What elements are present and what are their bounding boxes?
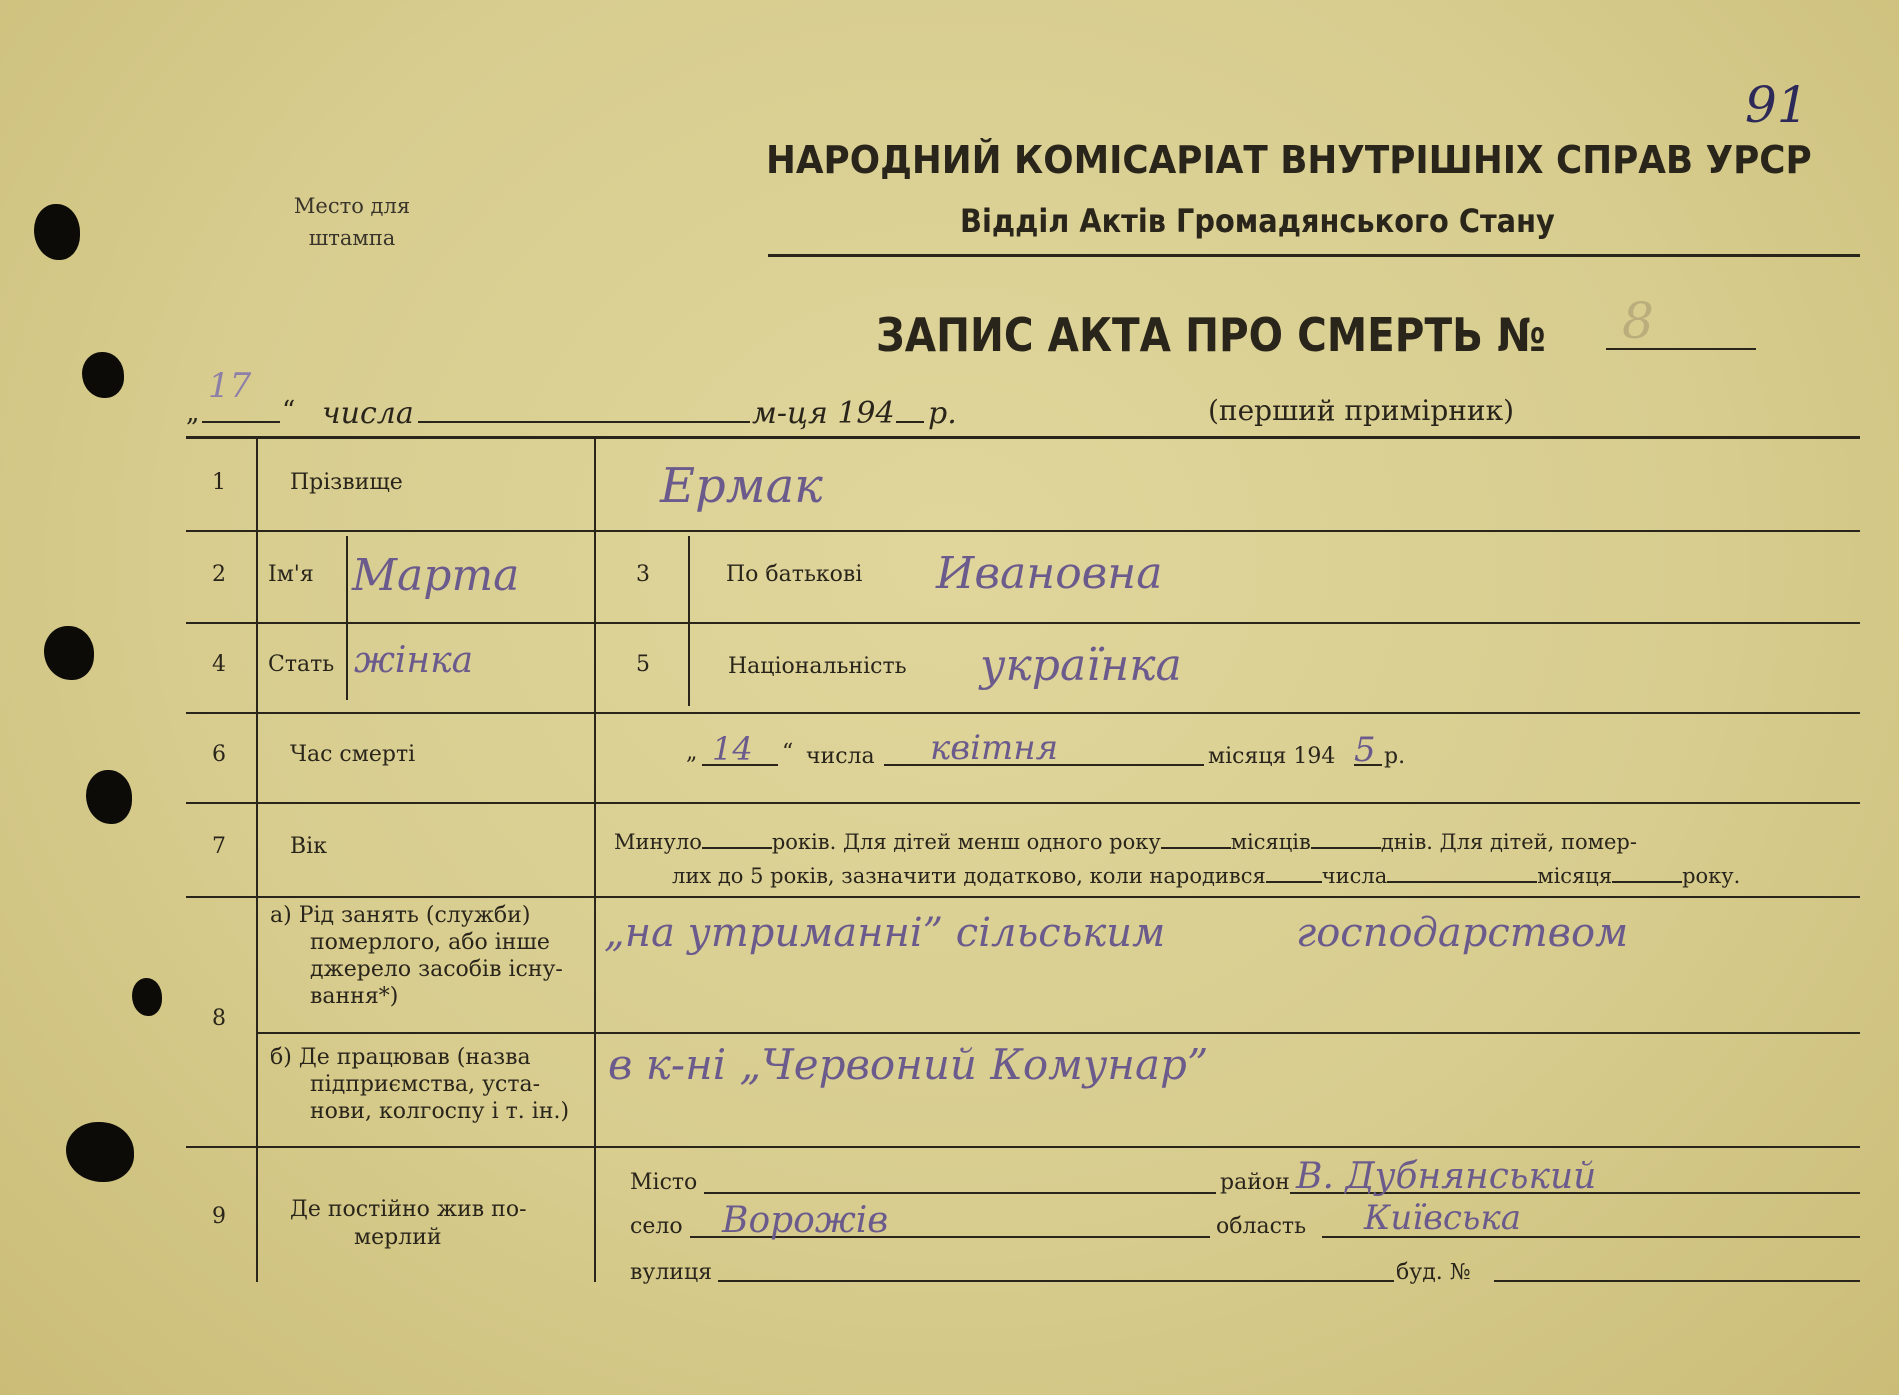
row-number: 9 (212, 1204, 226, 1229)
name-divider (346, 536, 348, 700)
street-underline (718, 1280, 1394, 1282)
row6-rule (186, 802, 1860, 804)
row2-rule (186, 622, 1860, 624)
punch-hole (132, 978, 162, 1016)
death-time-label: Час смерті (290, 742, 416, 767)
building-label: буд. № (1396, 1260, 1471, 1285)
row-number: 7 (212, 834, 226, 859)
stamp-place-label: Место для штампа (293, 194, 411, 250)
punch-hole (82, 352, 124, 398)
document-number: 8 (1622, 292, 1654, 350)
death-year-digit: 5 (1354, 730, 1376, 770)
death-year-suffix: р. (1384, 744, 1406, 769)
occupation-value-cont: господарством (1296, 910, 1629, 956)
col-label-divider (594, 438, 596, 1282)
row-number: 8 (212, 1006, 226, 1031)
death-month-value: квітня (930, 728, 1059, 768)
header-rule (768, 254, 1860, 257)
first-name-label: Ім'я (268, 562, 314, 587)
city-label: Місто (630, 1170, 698, 1195)
first-name-value: Марта (352, 550, 520, 601)
nationality-label: Національність (728, 654, 907, 679)
col-num-divider (256, 438, 258, 1282)
district-value: В. Дубнянський (1296, 1156, 1597, 1197)
row-number: 3 (636, 562, 650, 587)
patronymic-label: По батькові (726, 562, 863, 587)
village-value: Ворожів (722, 1200, 889, 1241)
workplace-value: в к-ні „Червоний Комунар” (608, 1040, 1209, 1089)
city-underline (704, 1192, 1216, 1194)
death-misyatsia-label: місяця 194 (1208, 744, 1336, 769)
death-chysla-label: числа (806, 744, 875, 769)
row8-rule (186, 1146, 1860, 1148)
day-underline (202, 421, 280, 423)
close-quote: “ (782, 740, 794, 765)
open-quote: „ (186, 398, 200, 428)
table-top-rule (186, 436, 1860, 439)
age-line-2: лих до 5 років, зазначити додатково, коли народився числа місяця року. (672, 864, 1741, 888)
row-number: 4 (212, 652, 226, 677)
workplace-label: б) Де працював (назва підприємства, уста- нови, колгоспу і т. ін.) (270, 1045, 570, 1124)
month-suffix-label: м-ця 194 (752, 396, 895, 431)
region-label: область (1216, 1214, 1307, 1239)
header-subtitle: Відділ Актів Громадянського Стану (960, 202, 1555, 240)
street-label: вулиця (630, 1260, 712, 1285)
patronymic-value: Ивановна (936, 548, 1163, 599)
punch-hole (44, 626, 94, 680)
nationality-value: українка (980, 640, 1182, 691)
document-title: ЗАПИС АКТА ПРО СМЕРТЬ № (876, 308, 1546, 362)
surname-label: Прізвище (290, 470, 403, 495)
row7-rule (186, 896, 1860, 898)
row1-rule (186, 530, 1860, 532)
copy-label: (перший примірник) (1208, 394, 1514, 427)
archive-number: 91 (1745, 76, 1809, 134)
open-quote: „ (686, 740, 698, 765)
occupation-value: „на утриманні” сільським (604, 910, 1166, 956)
punch-hole (86, 770, 132, 824)
punch-hole (34, 204, 80, 260)
row-number: 1 (212, 470, 226, 495)
month-underline (418, 421, 750, 423)
residence-label: Де постійно жив по- мерлий (290, 1197, 527, 1250)
village-label: село (630, 1214, 683, 1239)
row-number: 5 (636, 652, 650, 677)
header-title: НАРОДНИЙ КОМІСАРІАТ ВНУТРІШНІХ СПРАВ УРСР (766, 138, 1812, 182)
close-quote: “ (282, 396, 296, 426)
punch-hole (66, 1122, 134, 1182)
row-number: 6 (212, 742, 226, 767)
occupation-label: а) Рід занять (служби) померлого, або інше джерело засобів існу- вання*) (270, 903, 563, 1009)
col3-divider (688, 536, 690, 706)
year-suffix-label: р. (928, 396, 957, 431)
row4-rule (186, 712, 1860, 714)
record-day: 17 (208, 366, 252, 406)
row-number: 2 (212, 562, 226, 587)
year-underline (896, 421, 924, 423)
region-value: Київська (1364, 1198, 1522, 1238)
chysla-label: числа (322, 396, 414, 431)
building-underline (1494, 1280, 1860, 1282)
row8a-rule (258, 1032, 1860, 1034)
sex-label: Стать (268, 652, 335, 677)
surname-value: Ермак (660, 458, 823, 514)
death-day-value: 14 (712, 730, 753, 768)
age-line-1: Минуло років. Для дітей менш одного року місяців днів. Для дітей, помер- (614, 830, 1637, 854)
sex-value: жінка (354, 640, 474, 681)
age-label: Вік (290, 834, 327, 859)
district-label: район (1220, 1170, 1290, 1195)
